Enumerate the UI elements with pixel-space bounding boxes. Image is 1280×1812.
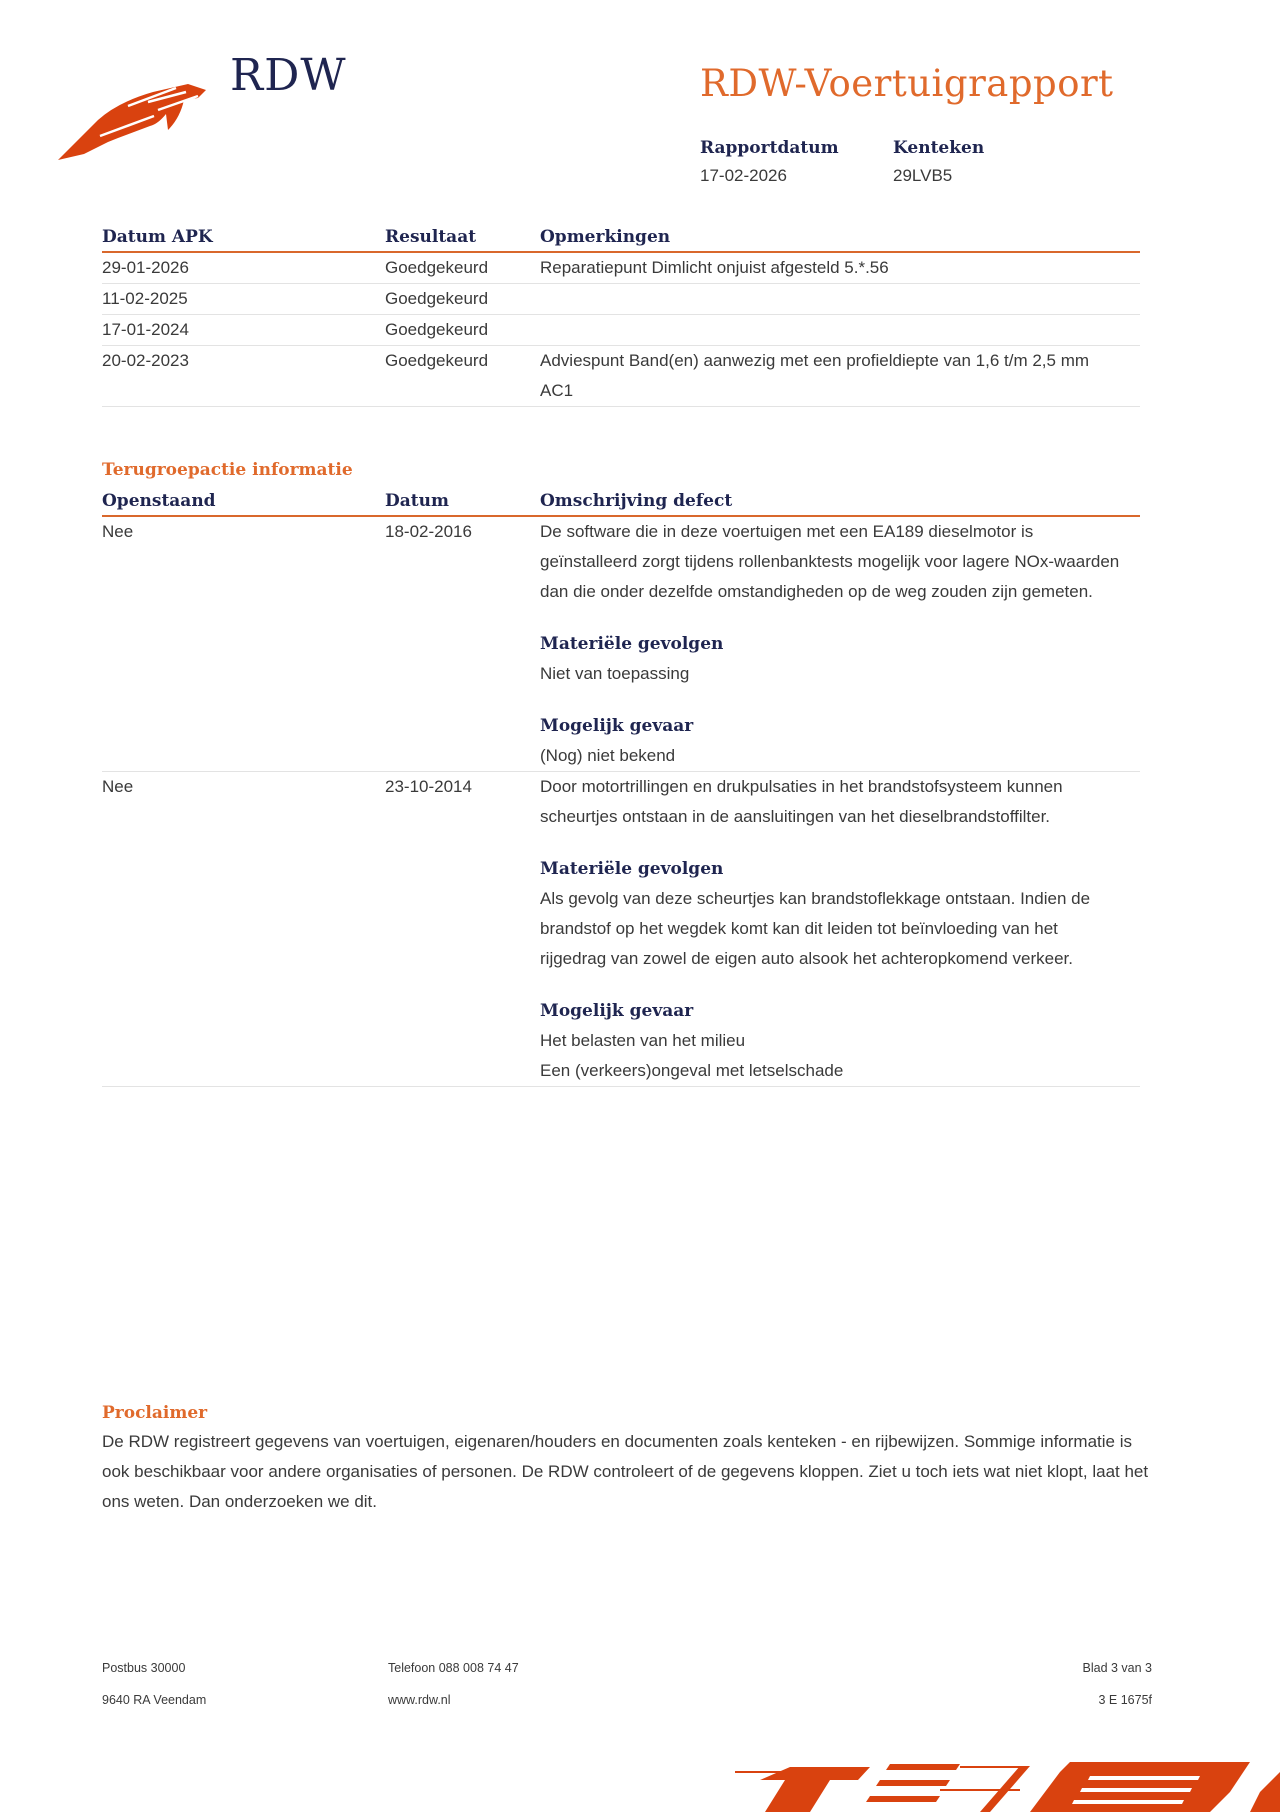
footer-website[interactable]: www.rdw.nl	[388, 1693, 451, 1707]
apk-result: Goedgekeurd	[385, 289, 489, 308]
license-plate-label: Kenteken	[893, 138, 985, 158]
apk-table-header	[102, 223, 1140, 253]
table-row	[102, 772, 1140, 1087]
material-consequences-label: Materiële gevolgen	[540, 859, 724, 879]
rdw-logo-icon	[58, 80, 208, 162]
footer-phone: Telefoon 088 008 74 47	[388, 1661, 519, 1675]
table-row	[102, 284, 1140, 315]
proclaimer-text: De RDW registreert gegevens van voertuigen, eigenaren/houders en documenten zoals kenteken - en rijbewijzen. Sommige informatie is ook beschikbaar voor andere organisaties of personen. De RDW controleert of de gegevens kloppen. Ziet u toch iets wat niet klopt, laat het ons weten. Dan onderzoeken we dit.	[102, 1432, 1149, 1511]
material-consequences-label: Materiële gevolgen	[540, 634, 724, 654]
material-consequences: Als gevolg van deze scheurtjes kan brandstoflekkage ontstaan. Indien de brandstof op het wegdek komt kan dit leiden tot beïnvloeding van het rijgedrag van zowel de eigen auto alsook het achteropkomend verkeer.	[540, 889, 1091, 968]
apk-date: 11-02-2025	[102, 289, 188, 308]
possible-danger: Een (verkeers)ongeval met letselschade	[540, 1061, 844, 1080]
recall-open: Nee	[102, 522, 134, 541]
proclaimer-title: Proclaimer	[102, 1403, 208, 1423]
recall-description: De software die in deze voertuigen met een EA189 dieselmotor is geïnstalleerd zorgt tijdens rollenbanktests mogelijk voor lagere NOx-waarden dan die onder dezelfde omstandigheden op de weg zouden zijn gemeten.	[540, 522, 1120, 601]
recall-table	[102, 487, 1140, 1087]
table-row	[102, 253, 1140, 284]
apk-remarks: Adviespunt Band(en) aanwezig met een profieldiepte van 1,6 t/m 2,5 mm AC1	[540, 351, 1090, 400]
apk-remarks	[540, 315, 1140, 345]
material-consequences: Niet van toepassing	[540, 664, 690, 683]
apk-remarks	[540, 284, 1140, 314]
col-omschrijving: Omschrijving defect	[540, 491, 733, 511]
apk-result: Goedgekeurd	[385, 351, 489, 370]
apk-date: 17-01-2024	[102, 320, 189, 339]
recall-section-title: Terugroepactie informatie	[102, 460, 353, 480]
recall-date: 18-02-2016	[385, 522, 472, 541]
report-date-value: 17-02-2026	[700, 166, 787, 185]
possible-danger: Het belasten van het milieu	[540, 1031, 746, 1050]
apk-remarks: Reparatiepunt Dimlicht onjuist afgesteld 5.*.56	[540, 258, 889, 277]
table-row	[102, 315, 1140, 346]
license-plate-value: 29LVB5	[893, 166, 953, 185]
recall-date: 23-10-2014	[385, 777, 472, 796]
license-plate	[893, 138, 984, 186]
recall-table-header	[102, 487, 1140, 517]
page-number: Blad 3 van 3	[1082, 1661, 1152, 1675]
table-row	[102, 517, 1140, 772]
apk-date: 20-02-2023	[102, 351, 189, 370]
rdw-stripes-decoration-icon	[730, 1752, 1280, 1812]
apk-result: Goedgekeurd	[385, 320, 489, 339]
page-title: RDW-Voertuigrapport	[700, 62, 1114, 105]
table-row	[102, 346, 1140, 407]
logo-text: RDW	[230, 50, 347, 101]
footer-address-2: 9640 RA Veendam	[102, 1693, 207, 1707]
report-date-label: Rapportdatum	[700, 138, 839, 158]
possible-danger: (Nog) niet bekend	[540, 746, 676, 765]
col-resultaat: Resultaat	[385, 227, 477, 247]
col-opmerkingen: Opmerkingen	[540, 227, 671, 247]
col-datum-apk: Datum APK	[102, 227, 213, 247]
col-datum: Datum	[385, 491, 449, 511]
apk-result: Goedgekeurd	[385, 258, 489, 277]
report-date	[700, 138, 839, 186]
footer-address-1: Postbus 30000	[102, 1661, 186, 1675]
document-code: 3 E 1675f	[1098, 1693, 1152, 1707]
apk-table	[102, 223, 1140, 407]
apk-date: 29-01-2026	[102, 258, 189, 277]
possible-danger-label: Mogelijk gevaar	[540, 716, 694, 736]
recall-open: Nee	[102, 777, 134, 796]
recall-description: Door motortrillingen en drukpulsaties in het brandstofsysteem kunnen scheurtjes ontstaan in de aansluitingen van het dieselbrandstoffilter.	[540, 777, 1063, 826]
possible-danger-label: Mogelijk gevaar	[540, 1001, 694, 1021]
col-openstaand: Openstaand	[102, 491, 216, 511]
